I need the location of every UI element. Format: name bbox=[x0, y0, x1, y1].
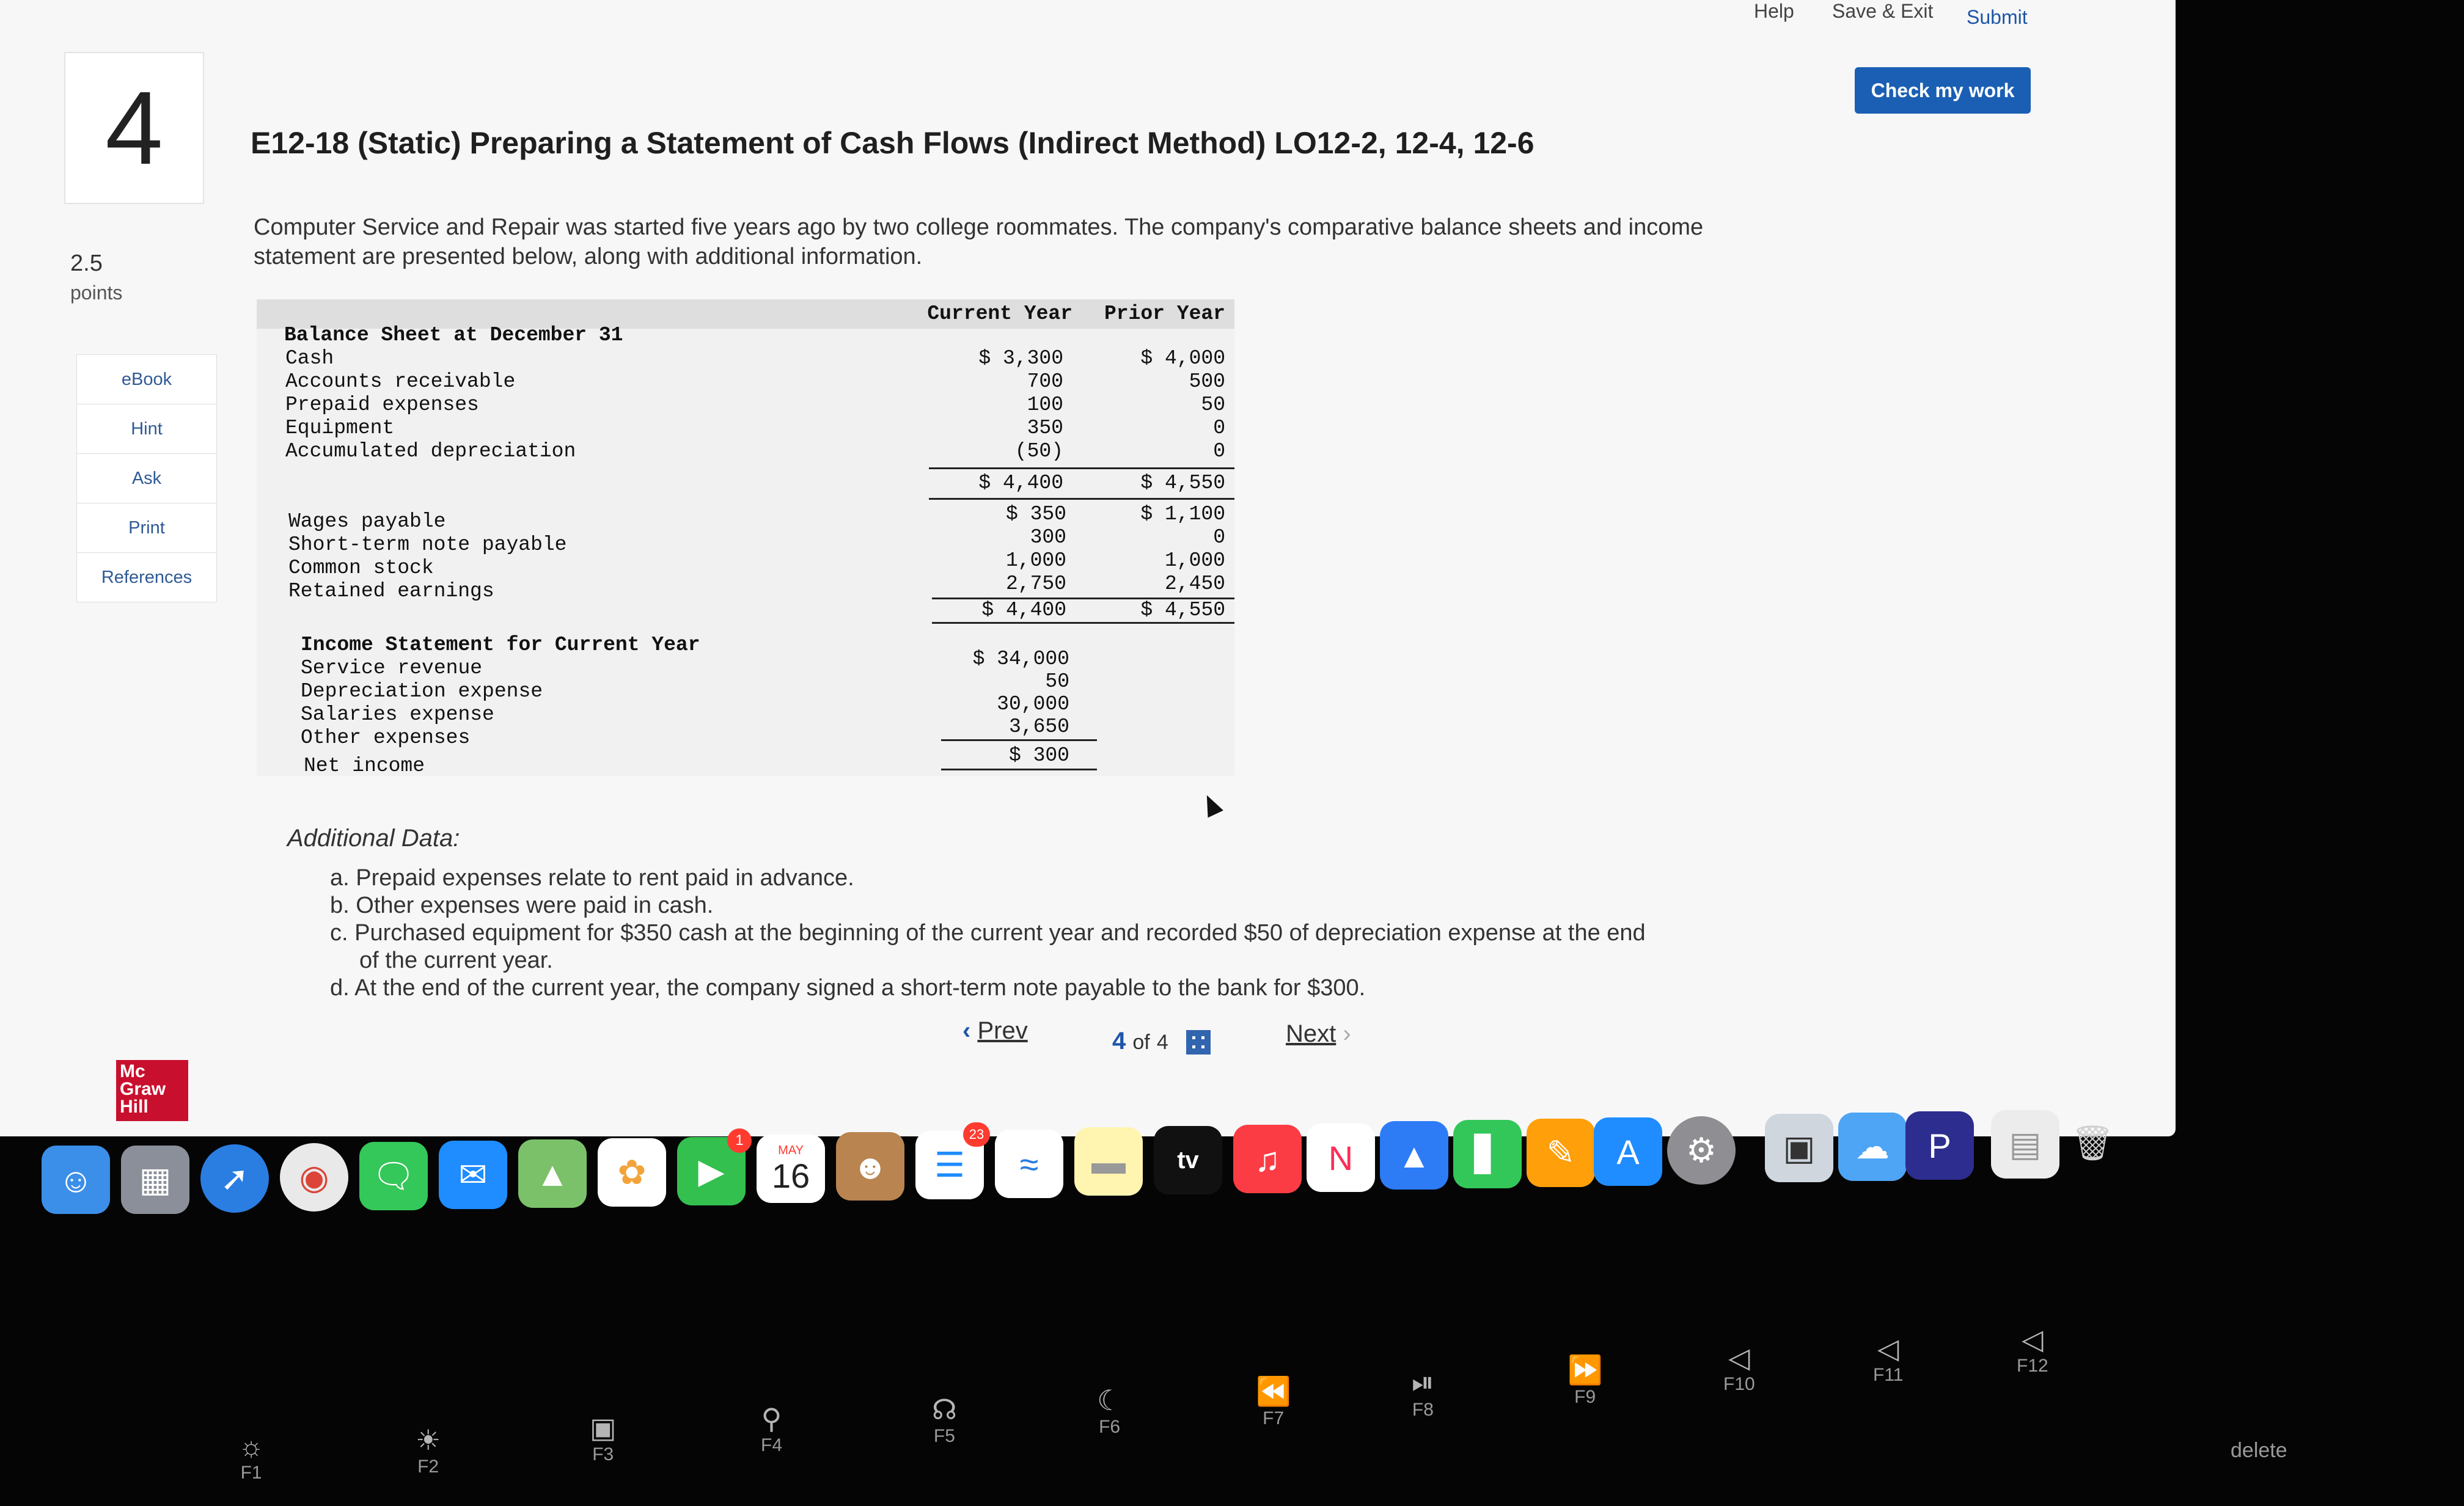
question-title: E12-18 (Static) Preparing a Statement of Cash Flows (Indirect Method) LO12-2, 12-4, 12-6 bbox=[251, 126, 1535, 160]
financial-statements bbox=[257, 299, 1234, 776]
messages-icon[interactable]: 🗨 bbox=[359, 1142, 428, 1210]
preview-icon[interactable]: ▣ bbox=[1765, 1114, 1833, 1182]
submit-link[interactable]: Submit bbox=[1967, 6, 2028, 28]
income-value: 3,650 bbox=[1008, 715, 1069, 738]
income-label: Salaries expense bbox=[301, 703, 494, 726]
reminders-icon[interactable]: ☰ 23 bbox=[915, 1131, 984, 1199]
question-number: 4 bbox=[105, 70, 163, 186]
maps-icon[interactable]: ▲ bbox=[518, 1139, 587, 1208]
facetime-badge: 1 bbox=[727, 1128, 752, 1153]
liabilities-total-current: $ 4,400 bbox=[981, 599, 1066, 621]
points-block bbox=[70, 250, 122, 304]
liability-current: 2,750 bbox=[1005, 572, 1066, 595]
volume-up-icon: ◁ bbox=[2022, 1323, 2044, 1355]
current-page: 4 bbox=[1112, 1028, 1126, 1055]
numbers-icon[interactable]: ▋ bbox=[1453, 1120, 1522, 1188]
liability-prior: 0 bbox=[1213, 526, 1225, 549]
item-text: Purchased equipment for $350 cash at the beginning of the current year and recorded $50 of depreciation expense at the end bbox=[354, 920, 1646, 946]
chevron-left-icon: ‹ bbox=[963, 1017, 971, 1044]
asset-prior: 0 bbox=[1213, 440, 1225, 462]
points-label: points bbox=[70, 282, 123, 304]
asset-label: Cash bbox=[285, 347, 334, 370]
subtotal-rule bbox=[929, 467, 1234, 469]
asset-label: Prepaid expenses bbox=[285, 393, 479, 416]
asset-label: Equipment bbox=[285, 417, 395, 439]
key-f7[interactable] bbox=[1256, 1375, 1291, 1429]
safari-icon[interactable]: ➚ bbox=[200, 1144, 269, 1213]
finder-icon[interactable]: ☺ bbox=[42, 1146, 110, 1214]
total-rule bbox=[941, 769, 1097, 770]
item-text: Other expenses were paid in cash. bbox=[356, 893, 714, 918]
tv-label: tv bbox=[1177, 1146, 1199, 1174]
macos-dock bbox=[24, 1066, 2169, 1199]
weather-icon[interactable]: ☁ bbox=[1838, 1113, 1907, 1181]
chevron-right-icon: › bbox=[1343, 1020, 1351, 1047]
mail-icon[interactable]: ✉ bbox=[439, 1141, 507, 1209]
list-item bbox=[330, 919, 1736, 947]
total-pages: 4 bbox=[1156, 1031, 1168, 1054]
brightness-up-icon: ☀ bbox=[416, 1424, 441, 1456]
points-value: 2.5 bbox=[70, 250, 103, 276]
do-not-disturb-icon: ☾ bbox=[1097, 1384, 1123, 1416]
mission-control-icon: ▣ bbox=[590, 1412, 617, 1444]
save-exit-link[interactable]: Save & Exit bbox=[1832, 0, 1934, 22]
pages-icon[interactable]: ✎ bbox=[1527, 1119, 1595, 1187]
page-indicator bbox=[1112, 1028, 1211, 1055]
prev-label: Prev bbox=[977, 1017, 1028, 1044]
app-icon-p[interactable]: P bbox=[1905, 1111, 1974, 1180]
income-value: 30,000 bbox=[997, 693, 1069, 715]
facetime-icon[interactable]: ▶ 1 bbox=[677, 1137, 746, 1205]
next-label: Next bbox=[1286, 1020, 1336, 1047]
liability-current: 300 bbox=[1030, 526, 1066, 549]
key-f10[interactable] bbox=[1723, 1341, 1755, 1395]
check-my-work-button[interactable]: Check my work bbox=[1855, 67, 2031, 114]
sidebar-item-hint[interactable]: Hint bbox=[76, 404, 217, 454]
asset-prior: 500 bbox=[1189, 370, 1225, 393]
mouse-cursor bbox=[1199, 792, 1223, 818]
sidebar-item-ask[interactable]: Ask bbox=[76, 454, 217, 503]
key-f8[interactable] bbox=[1412, 1365, 1434, 1420]
keynote-icon[interactable]: ▲ bbox=[1380, 1121, 1448, 1190]
key-label: F4 bbox=[761, 1435, 783, 1455]
fast-forward-icon: ⏩ bbox=[1568, 1354, 1603, 1386]
system-settings-icon[interactable]: ⚙ bbox=[1667, 1116, 1736, 1185]
key-f5[interactable] bbox=[932, 1393, 957, 1447]
key-label: F6 bbox=[1099, 1417, 1121, 1437]
key-label: F7 bbox=[1263, 1408, 1285, 1428]
total-rule bbox=[932, 622, 1234, 624]
key-label: F12 bbox=[2017, 1356, 2048, 1376]
additional-data-list bbox=[330, 864, 1736, 1002]
net-income-value: $ 300 bbox=[1008, 744, 1069, 767]
liability-prior: 1,000 bbox=[1164, 549, 1225, 572]
volume-down-icon: ◁ bbox=[1877, 1332, 1899, 1364]
help-link[interactable]: Help bbox=[1754, 0, 1794, 22]
col-header-prior: Prior Year bbox=[1104, 302, 1225, 325]
sidebar-item-print[interactable]: Print bbox=[76, 503, 217, 553]
assets-total-prior: $ 4,550 bbox=[1140, 472, 1225, 494]
additional-data-heading: Additional Data: bbox=[287, 825, 460, 852]
total-rule bbox=[929, 498, 1234, 500]
asset-prior: 0 bbox=[1213, 417, 1225, 439]
calendar-day: 16 bbox=[771, 1156, 810, 1195]
balance-sheet-title: Balance Sheet at December 31 bbox=[284, 324, 623, 346]
rewind-icon: ⏪ bbox=[1256, 1375, 1291, 1407]
liability-label: Wages payable bbox=[288, 510, 446, 533]
sidebar-menu bbox=[76, 354, 217, 602]
key-f9[interactable] bbox=[1568, 1353, 1602, 1408]
key-label: F11 bbox=[1873, 1365, 1904, 1385]
calendar-month: MAY bbox=[778, 1143, 804, 1157]
income-label: Service revenue bbox=[301, 657, 483, 679]
logo-line: Hill bbox=[120, 1097, 148, 1117]
list-item-continuation: of the current year. bbox=[359, 948, 553, 973]
income-value: $ 34,000 bbox=[972, 648, 1069, 670]
asset-prior: 50 bbox=[1201, 393, 1225, 416]
question-intro: Computer Service and Repair was started five years ago by two college roommates. The company's comparative balance sheets and income statement are presented below, along with additional information. bbox=[254, 214, 1704, 269]
calendar-icon[interactable] bbox=[757, 1135, 825, 1203]
liability-prior: 2,450 bbox=[1164, 572, 1225, 595]
play-pause-icon: ⏯ bbox=[1412, 1366, 1434, 1398]
prev-button[interactable] bbox=[963, 1017, 1028, 1045]
reminders-badge: 23 bbox=[963, 1122, 990, 1147]
liability-label: Short-term note payable bbox=[288, 533, 567, 556]
asset-current: 700 bbox=[1027, 370, 1063, 393]
income-value: 50 bbox=[1045, 670, 1069, 693]
contacts-icon[interactable]: ☻ bbox=[836, 1132, 904, 1201]
liability-current: $ 350 bbox=[1005, 503, 1066, 525]
net-income-label: Net income bbox=[304, 755, 425, 777]
item-letter: d. bbox=[330, 975, 350, 1001]
logo-line: Mc bbox=[120, 1061, 145, 1081]
page-of: of bbox=[1132, 1031, 1150, 1054]
assets-total-current: $ 4,400 bbox=[978, 472, 1063, 494]
liabilities-total-prior: $ 4,550 bbox=[1140, 599, 1225, 621]
logo-line: Graw bbox=[120, 1079, 166, 1099]
key-label: F8 bbox=[1412, 1400, 1434, 1420]
item-text: At the end of the current year, the company signed a short-term note payable to the bank for $300. bbox=[354, 975, 1366, 1001]
asset-label: Accounts receivable bbox=[285, 370, 516, 393]
key-label: F1 bbox=[240, 1463, 262, 1483]
asset-current: 350 bbox=[1027, 417, 1063, 439]
key-f12[interactable] bbox=[2017, 1323, 2048, 1376]
key-f6[interactable] bbox=[1097, 1384, 1122, 1438]
next-button[interactable] bbox=[1286, 1020, 1351, 1048]
list-item bbox=[330, 974, 1736, 1002]
trash-icon[interactable]: 🗑 bbox=[2070, 1124, 2114, 1162]
liability-current: 1,000 bbox=[1005, 549, 1066, 572]
subtotal-rule bbox=[941, 739, 1097, 741]
spotlight-search-icon: ⚲ bbox=[761, 1403, 782, 1435]
asset-prior: $ 4,000 bbox=[1140, 347, 1225, 370]
asset-current: $ 3,300 bbox=[978, 347, 1063, 370]
sidebar-item-ebook[interactable]: eBook bbox=[76, 354, 217, 404]
freeform-icon[interactable]: ≈ bbox=[995, 1130, 1063, 1198]
liability-label: Common stock bbox=[288, 557, 434, 579]
key-label: F3 bbox=[592, 1444, 614, 1464]
key-f1[interactable] bbox=[238, 1430, 264, 1483]
mute-icon: ◁ bbox=[1728, 1342, 1750, 1373]
key-f11[interactable] bbox=[1873, 1332, 1903, 1386]
asset-current: 100 bbox=[1027, 393, 1063, 416]
key-delete[interactable]: delete bbox=[2231, 1439, 2287, 1462]
col-header-current: Current Year bbox=[927, 302, 1072, 325]
documents-icon[interactable]: ▤ bbox=[1991, 1110, 2059, 1179]
app-store-icon[interactable]: A bbox=[1594, 1117, 1662, 1186]
key-f4[interactable] bbox=[761, 1402, 782, 1456]
item-letter: c. bbox=[330, 920, 348, 946]
sidebar-item-references[interactable]: References bbox=[76, 553, 217, 602]
question-number-box bbox=[64, 52, 204, 204]
key-f3[interactable] bbox=[590, 1411, 616, 1465]
microphone-icon: ☊ bbox=[932, 1394, 957, 1425]
key-f2[interactable] bbox=[416, 1424, 441, 1477]
apple-tv-icon[interactable] bbox=[1154, 1126, 1222, 1194]
notes-icon[interactable]: ▬ bbox=[1074, 1127, 1143, 1196]
asset-label: Accumulated depreciation bbox=[285, 440, 576, 462]
income-statement-title: Income Statement for Current Year bbox=[301, 634, 700, 656]
list-item bbox=[330, 864, 1736, 892]
key-label: F9 bbox=[1574, 1387, 1596, 1407]
chrome-icon[interactable]: ◉ bbox=[280, 1143, 348, 1212]
key-label: F2 bbox=[417, 1457, 439, 1477]
liability-label: Retained earnings bbox=[288, 580, 494, 602]
news-icon[interactable]: N bbox=[1307, 1124, 1375, 1192]
income-label: Other expenses bbox=[301, 726, 471, 749]
liability-prior: $ 1,100 bbox=[1140, 503, 1225, 525]
item-text: Prepaid expenses relate to rent paid in advance. bbox=[356, 865, 854, 891]
grid-icon[interactable] bbox=[1186, 1030, 1211, 1055]
item-letter: b. bbox=[330, 893, 350, 918]
item-letter: a. bbox=[330, 865, 350, 891]
launchpad-icon[interactable]: ▦ bbox=[121, 1146, 189, 1214]
asset-current: (50) bbox=[1014, 440, 1063, 462]
music-icon[interactable]: ♫ bbox=[1233, 1125, 1302, 1193]
brightness-down-icon: ☼ bbox=[238, 1430, 265, 1462]
key-label: F5 bbox=[933, 1426, 955, 1446]
list-item bbox=[330, 892, 1736, 919]
income-label: Depreciation expense bbox=[301, 680, 543, 703]
key-label: F10 bbox=[1723, 1374, 1755, 1394]
photos-icon[interactable]: ✿ bbox=[598, 1138, 666, 1207]
